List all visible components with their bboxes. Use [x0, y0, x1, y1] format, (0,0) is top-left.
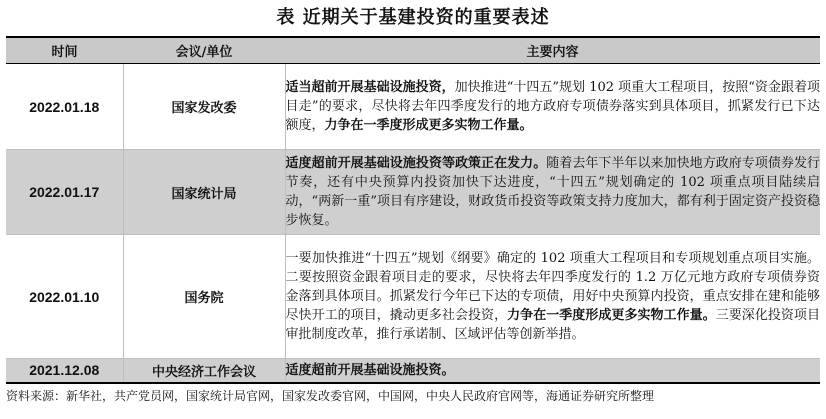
row-org: 国家统计局: [123, 150, 285, 235]
content-segment: 适度超前开展基础设施投资。: [285, 362, 455, 378]
header-content: 主要内容: [285, 37, 820, 64]
row-org: 国家发改委: [123, 64, 285, 150]
document-page: [6, 0, 820, 404]
content-segment: 适度超前开展基础设施投资等政策正在发力。: [285, 156, 547, 171]
row-content: [285, 359, 820, 383]
row-content: [285, 235, 820, 359]
header-time: 时间: [6, 37, 123, 64]
row-org: 国务院: [123, 235, 285, 359]
row-date: 2022.01.18: [6, 64, 123, 150]
content-segment: 一要加快推进“十四五”规划《纲要》确定的 102 项重大工程项目和专项规划重点项目实施。二要按照资金跟着项目走的要求，尽快将去年四季度发行的 1.2 万亿元地方政府专项债券资金落到具体项目。抓紧发行今年已下达的专项债，用好中央预算内投资，重点安排在建和能够尽快开工的项目，撬动更多社会投资，: [285, 251, 820, 323]
table-row: [6, 150, 820, 235]
table-row: [6, 235, 820, 359]
content-segment: 三要深化投资项目审批制度改革，推行承诺制、区域评估等创新举措。: [285, 308, 820, 342]
row-content: [285, 64, 820, 150]
content-segment: 适当超前开展基础设施投资，: [285, 80, 455, 95]
row-date: 2022.01.17: [6, 150, 123, 235]
header-org: 会议/单位: [123, 37, 285, 64]
source-note: 资料来源：新华社，共产党员网，国家统计局官网，国家发改委官网，中国网，中央人民政府官网等，海通证券研究所整理: [6, 388, 655, 403]
statements-table: [6, 36, 820, 384]
table-row: [6, 64, 820, 150]
row-content: [285, 150, 820, 235]
content-segment: 力争在一季度形成更多实物工作量。: [507, 308, 716, 323]
table-title: 表 近期关于基建投资的重要表述: [276, 7, 550, 28]
row-date: 2021.12.08: [6, 359, 123, 383]
row-org: 中央经济工作会议: [123, 359, 285, 383]
table-header-row: [6, 37, 820, 64]
row-date: 2022.01.10: [6, 235, 123, 359]
content-segment: 加快推进“十四五”规划 102 项重大工程项目，按照“资金跟着项目走”的要求，尽快将去年四季度发行的地方政府专项债券落实到具体项目，抓紧发行已下达额度，: [285, 80, 820, 133]
content-segment: 随着去年下半年以来加快地方政府专项债券发行节奏，还有中央预算内投资加快下达进度，“十四五”规划确定的 102 项重点项目陆续启动，“两新一重”项目有序建设，财政货币投资等政策支持力度加大，都有利于固定资产投资稳步恢复。: [285, 156, 820, 228]
content-segment: 力争在一季度形成更多实物工作量。: [324, 118, 533, 133]
table-row: [6, 359, 820, 383]
